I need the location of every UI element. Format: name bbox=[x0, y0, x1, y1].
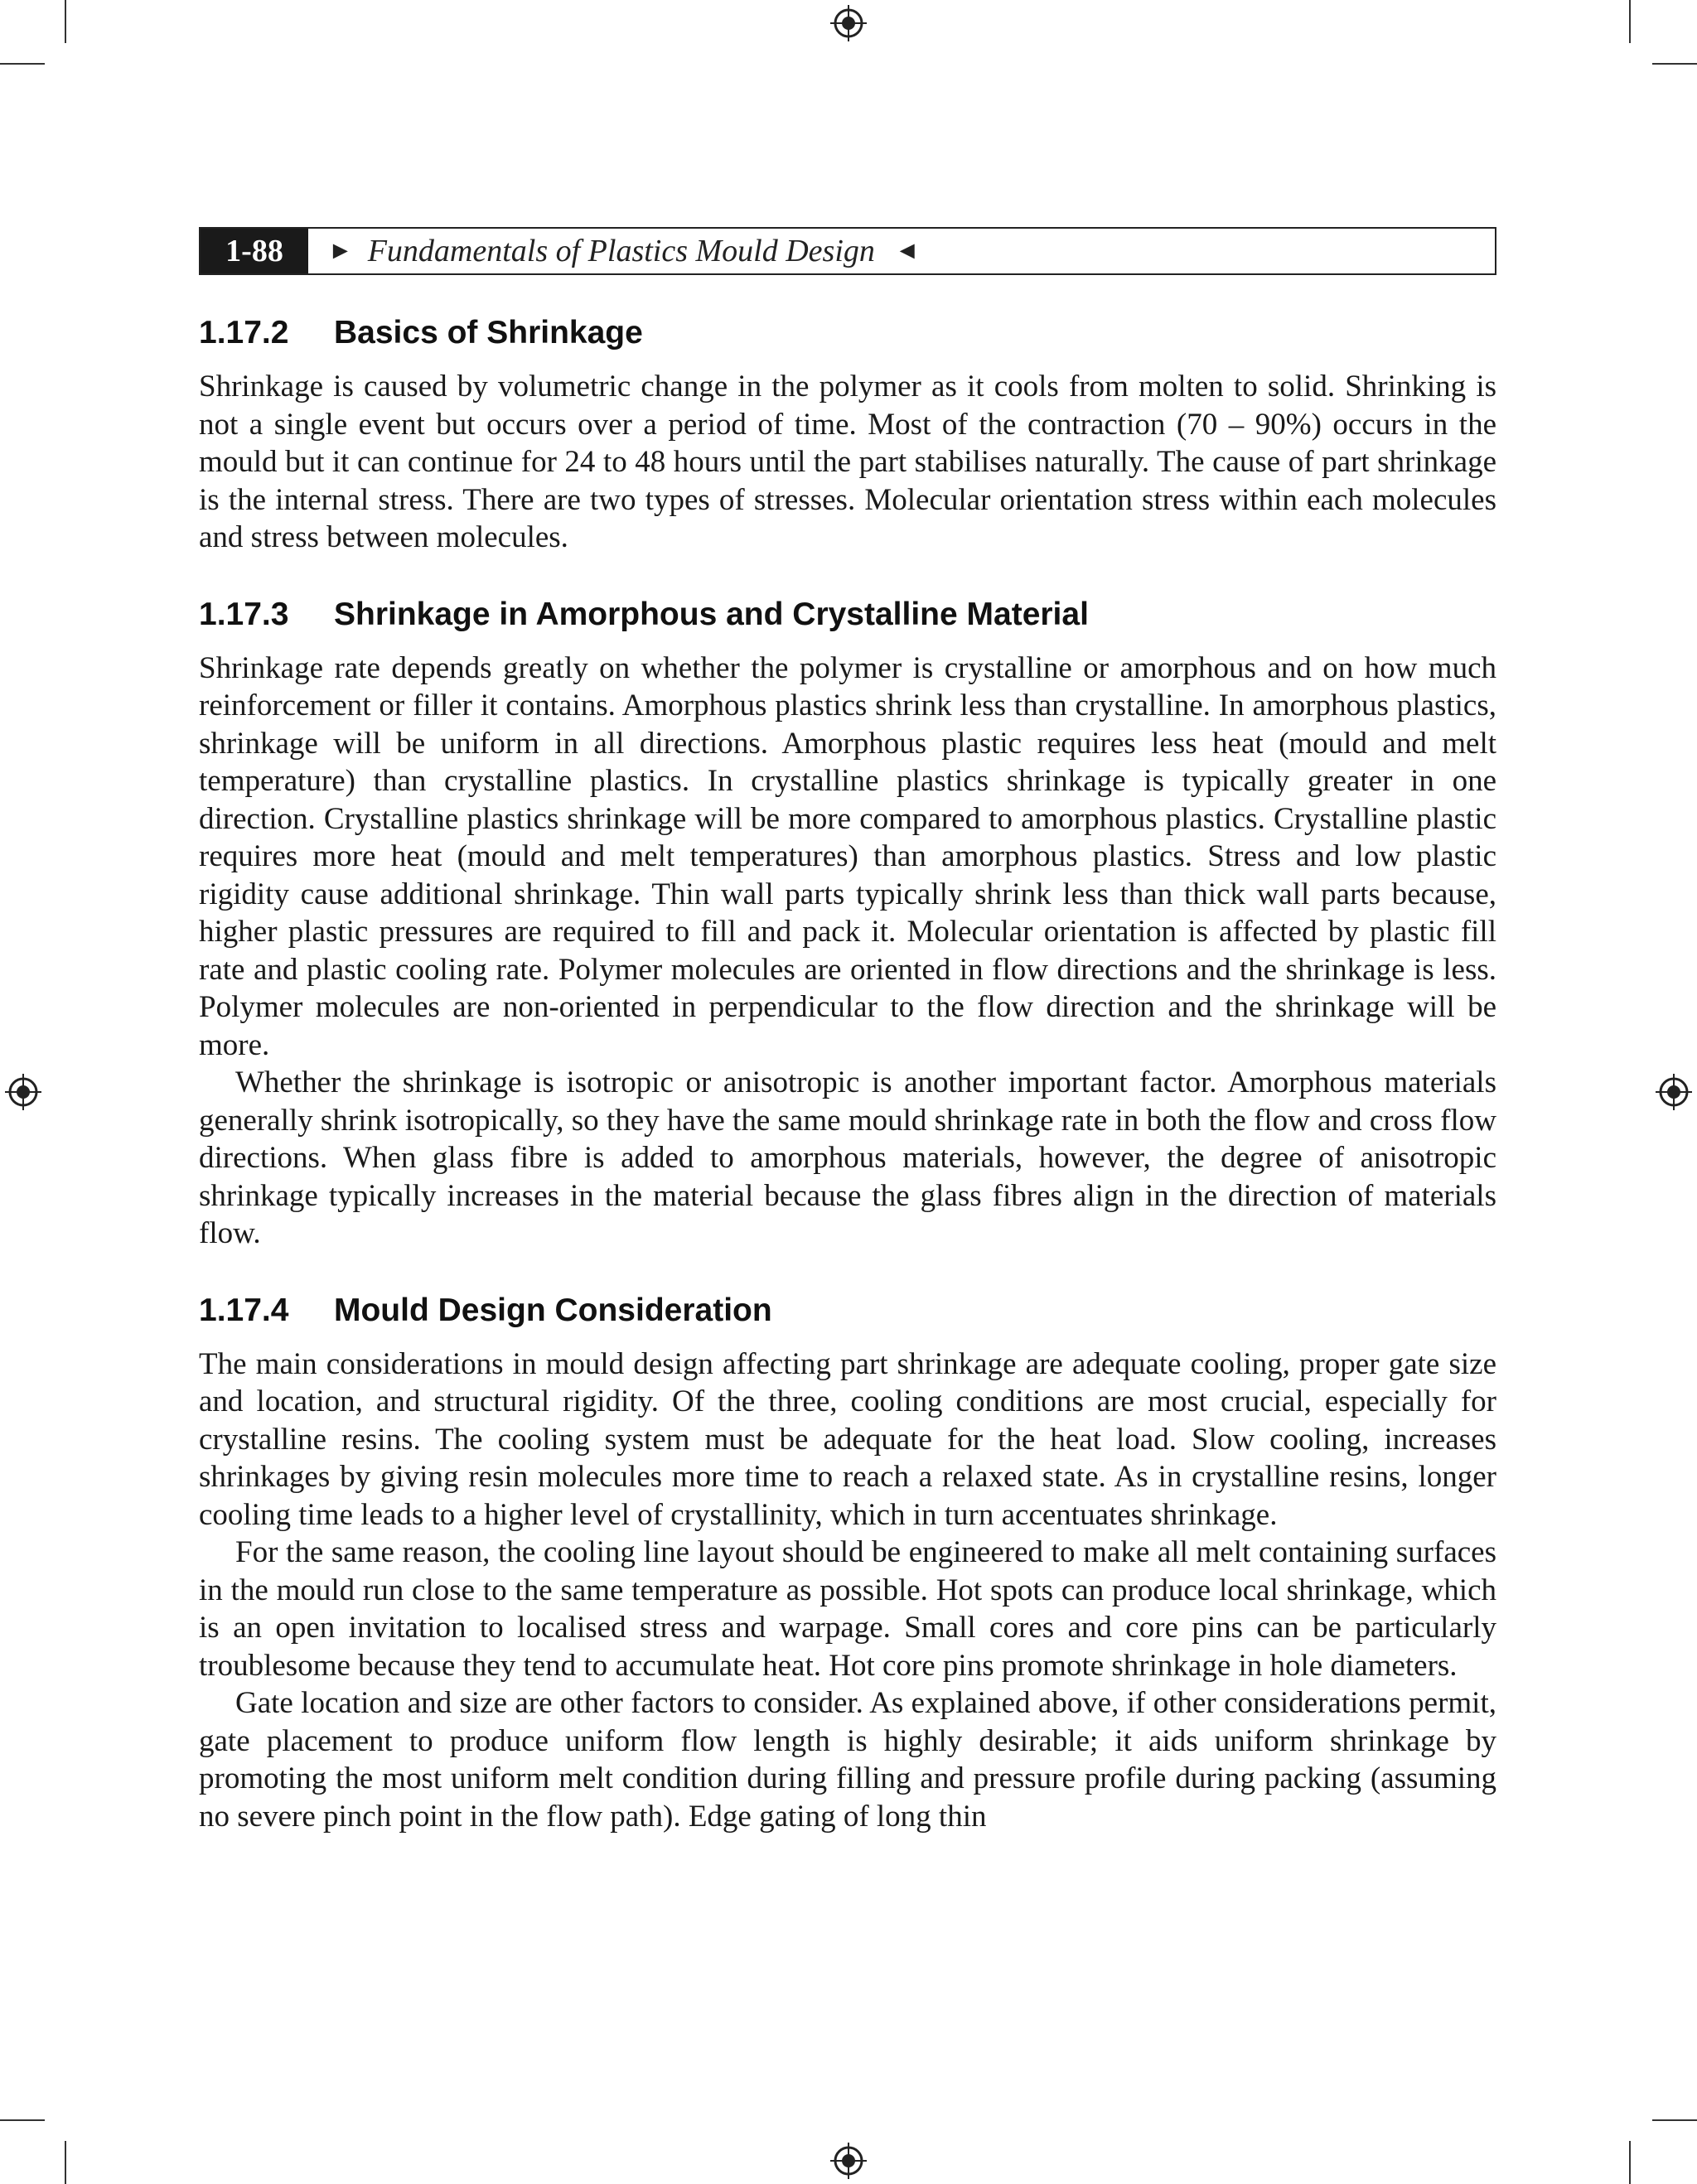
right-pointer-icon: ► bbox=[328, 237, 353, 264]
crop-mark-top-left-v bbox=[65, 0, 66, 43]
page-number: 1-88 bbox=[201, 229, 308, 273]
section-number: 1.17.2 bbox=[199, 315, 289, 350]
crop-mark-bottom-right-h bbox=[1652, 2119, 1697, 2121]
paragraph: Gate location and size are other factors to consider. As explained above, if other considerations permit, gate placement to produce uniform flow length is highly desirable; it aids uniform shrinkage by promoting the most uniform melt condition during filling and pressure profile during packing (assuming no severe pinch point in the flow path). Edge gating of long thin bbox=[199, 1686, 1496, 1834]
paragraph: Whether the shrinkage is isotropic or anisotropic is another important factor. Amorphous materials generally shrink isotropically, so they have the same mould shrinkage rate in both the flow and cross flow directions. When glass fibre is added to amorphous materials, however, the degree of anisotropic shrinkage typically increases in the material because the glass fibres align in the direction of materials flow. bbox=[199, 1065, 1496, 1250]
section-title: Shrinkage in Amorphous and Crystalline Material bbox=[334, 596, 1089, 632]
paragraph: Shrinkage rate depends greatly on whether the polymer is crystalline or amorphous and on how much reinforcement or filler it contains. Amorphous plastics shrink less than crystalline. In amorphous plastics, shrinkage will be uniform in all directions. Amorphous plastic requires less heat (mould and melt temperature) than crystalline plastics. In crystalline plastics shrinkage is typically greater in one direction. Crystalline plastics shrinkage will be more compared to amorphous plastics. Crystalline plastic requires more heat (mould and melt temperatures) than amorphous plastics. Stress and low plastic rigidity cause additional shrinkage. Thin wall parts typically shrink less than thick wall parts because, higher plastic pressures are required to fill and pack it. Molecular orientation is affected by plastic fill rate and plastic cooling rate. Polymer molecules are oriented in flow directions and the shrinkage is less. Polymer molecules are non-oriented in perpendicular to the flow direction and the shrinkage will be more. bbox=[199, 650, 1496, 1062]
crop-mark-top-left-h bbox=[0, 63, 45, 65]
page-body bbox=[199, 315, 1496, 1835]
section-heading bbox=[199, 315, 1496, 351]
crop-mark-bottom-left-v bbox=[65, 2141, 66, 2184]
section-heading bbox=[199, 597, 1496, 633]
left-pointer-icon: ◄ bbox=[894, 237, 920, 264]
running-header bbox=[199, 227, 1496, 275]
crop-mark-bottom-left-h bbox=[0, 2119, 45, 2121]
registration-mark-left-icon bbox=[5, 1074, 41, 1110]
crop-mark-bottom-right-v bbox=[1629, 2141, 1631, 2184]
section-title: Basics of Shrinkage bbox=[334, 315, 643, 350]
paragraph: Shrinkage is caused by volumetric change in the polymer as it cools from molten to solid. Shrinking is not a single event but occurs over a period of time. Most of the contraction (70 – 90%) occurs in the mould but it can continue for 24 to 48 hours until the part stabilises naturally. The cause of part shrinkage is the internal stress. There are two types of stresses. Molecular orientation stress within each molecules and stress between molecules. bbox=[199, 370, 1496, 554]
book-title: Fundamentals of Plastics Mould Design bbox=[367, 234, 875, 268]
registration-mark-bottom-icon bbox=[830, 2143, 867, 2179]
registration-mark-right-icon bbox=[1656, 1074, 1692, 1110]
section-heading bbox=[199, 1293, 1496, 1329]
section-number: 1.17.3 bbox=[199, 596, 289, 632]
crop-mark-top-right-v bbox=[1629, 0, 1631, 43]
section-number: 1.17.4 bbox=[199, 1292, 289, 1328]
crop-mark-top-right-h bbox=[1652, 63, 1697, 65]
paragraph: For the same reason, the cooling line layout should be engineered to make all melt containing surfaces in the mould run close to the same temperature as possible. Hot spots can produce local shrinkage, which is an open invitation to localised stress and warpage. Small cores and core pins can be particularly troublesome because they tend to accumulate heat. Hot core pins promote shrinkage in hole diameters. bbox=[199, 1535, 1496, 1683]
paragraph: The main considerations in mould design affecting part shrinkage are adequate cooling, proper gate size and location, and structural rigidity. Of the three, cooling conditions are most crucial, especially for crystalline resins. The cooling system must be adequate for the heat load. Slow cooling, increases shrinkages by giving resin molecules more time to reach a relaxed state. As in crystalline resins, longer cooling time leads to a higher level of crystallinity, which in turn accentuates shrinkage. bbox=[199, 1346, 1496, 1532]
section-title: Mould Design Consideration bbox=[334, 1292, 772, 1328]
registration-mark-top-icon bbox=[830, 5, 867, 41]
